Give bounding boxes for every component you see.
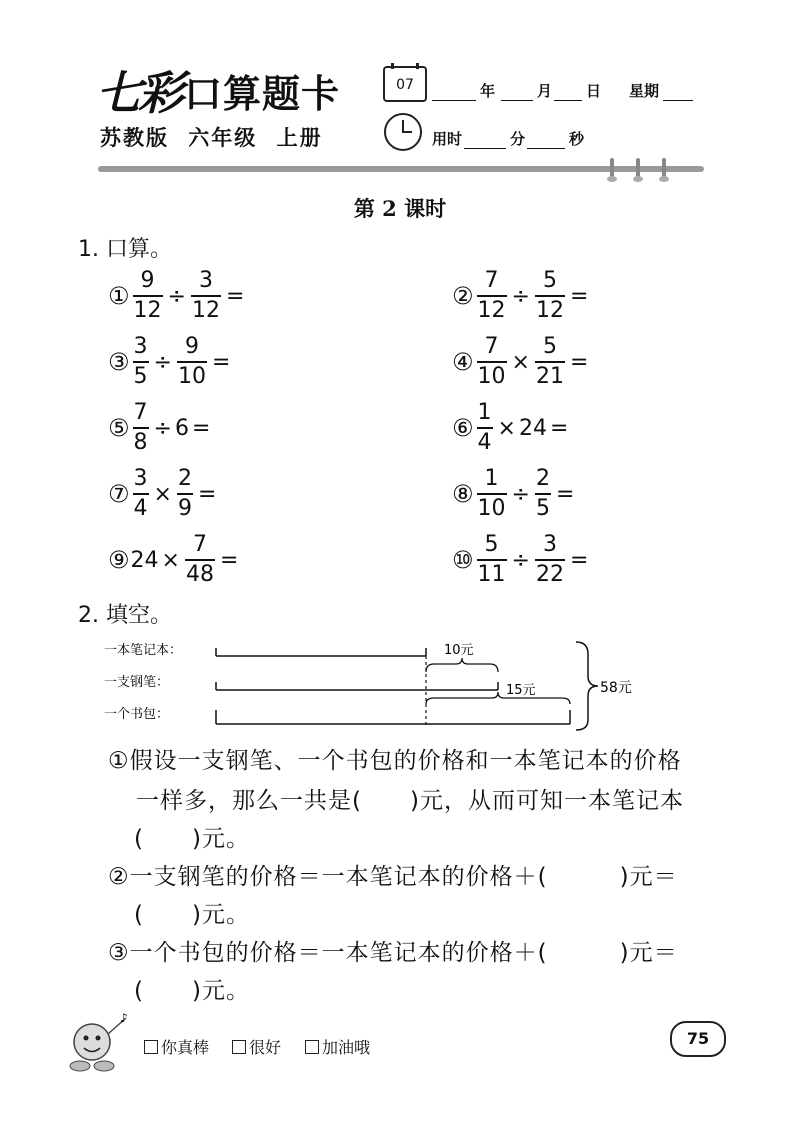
problem-number: ⑧ bbox=[452, 480, 474, 508]
q3-line1: ③一个书包的价格＝一本笔记本的价格＋( )元＝ bbox=[108, 940, 678, 966]
operator: ÷ bbox=[153, 349, 172, 375]
operator: ÷ bbox=[511, 481, 530, 507]
equals-sign: = bbox=[569, 547, 589, 573]
binder-ring bbox=[610, 158, 614, 180]
pen-label: 一支钢笔： bbox=[104, 675, 170, 690]
problem-number: ⑦ bbox=[108, 480, 130, 508]
operator: ÷ bbox=[511, 283, 530, 309]
equals-sign: = bbox=[219, 547, 239, 573]
checkbox[interactable] bbox=[232, 1040, 246, 1054]
fraction: $\frac{5}{12}$ bbox=[535, 268, 564, 323]
minutes-blank[interactable] bbox=[464, 134, 506, 149]
problem-1 bbox=[108, 268, 247, 324]
problem-5 bbox=[108, 400, 213, 456]
bag-segment bbox=[216, 710, 570, 724]
svg-text:♪: ♪ bbox=[120, 1011, 128, 1025]
operator: ÷ bbox=[511, 547, 530, 573]
operator: × bbox=[497, 415, 516, 441]
fraction: $\frac{3}{12}$ bbox=[191, 268, 220, 323]
notebook-segment bbox=[216, 648, 426, 656]
fraction: $\frac{2}{5}$ bbox=[535, 466, 550, 521]
fraction: $\frac{3}{5}$ bbox=[133, 334, 148, 389]
problem-number: ⑥ bbox=[452, 414, 474, 442]
checkbox[interactable] bbox=[144, 1040, 158, 1054]
equals-sign: = bbox=[191, 415, 211, 441]
segment-diagram bbox=[104, 636, 664, 736]
total-label: 58元 bbox=[600, 680, 632, 696]
equals-sign: = bbox=[225, 283, 245, 309]
fraction: $\frac{3}{22}$ bbox=[535, 532, 564, 587]
rating-try[interactable]: 加油哦 bbox=[305, 1035, 370, 1058]
brand bbox=[96, 62, 340, 118]
brand-logo: 七彩 bbox=[96, 66, 180, 120]
problem-number: ③ bbox=[108, 348, 130, 376]
q1-line1: ①假设一支钢笔、一个书包的价格和一本笔记本的价格 bbox=[108, 748, 682, 774]
operator: × bbox=[511, 349, 530, 375]
fraction: $\frac{1}{4}$ bbox=[477, 400, 492, 455]
date-row: 年 月 日 星期 bbox=[432, 80, 693, 101]
problem-number: ⑨ bbox=[108, 546, 130, 574]
section2-title: 2. 填空。 bbox=[78, 603, 172, 628]
bag-extra-label: 15元 bbox=[506, 683, 536, 698]
problem-4 bbox=[452, 334, 591, 390]
pen-segment bbox=[216, 682, 498, 690]
section1-title: 1. 口算。 bbox=[78, 237, 172, 262]
fraction: $\frac{1}{10}$ bbox=[477, 466, 506, 521]
page-number: 75 bbox=[670, 1021, 726, 1057]
brace-bag-extra bbox=[426, 692, 570, 704]
problem-9 bbox=[108, 532, 241, 588]
q2-line2: ( )元。 bbox=[134, 902, 250, 928]
operator: ÷ bbox=[167, 283, 186, 309]
fraction: $\frac{7}{48}$ bbox=[185, 532, 214, 587]
problem-8 bbox=[452, 466, 577, 522]
rating-good[interactable]: 你真棒 bbox=[144, 1035, 209, 1058]
operator: ÷ bbox=[153, 415, 172, 441]
problem-number: ⑩ bbox=[452, 546, 474, 574]
fraction: $\frac{3}{4}$ bbox=[133, 466, 148, 521]
fraction: $\frac{9}{10}$ bbox=[177, 334, 206, 389]
binder-ring bbox=[662, 158, 666, 180]
equals-sign: = bbox=[549, 415, 569, 441]
month-blank[interactable] bbox=[501, 86, 533, 101]
calendar-icon bbox=[383, 66, 427, 102]
fraction: $\frac{7}{10}$ bbox=[477, 334, 506, 389]
q3-line2: ( )元。 bbox=[134, 978, 250, 1004]
fraction: $\frac{9}{12}$ bbox=[133, 268, 162, 323]
integer: 24 bbox=[130, 547, 159, 573]
problem-number: ④ bbox=[452, 348, 474, 376]
brand-title: 口算题卡 bbox=[184, 71, 341, 116]
year-blank[interactable] bbox=[432, 86, 476, 101]
q1-line2: 一样多，那么一共是( )元，从而可知一本笔记本 bbox=[136, 788, 684, 814]
time-row: 用时 分 秒 bbox=[432, 130, 585, 148]
problem-7 bbox=[108, 466, 219, 522]
binder-ring bbox=[636, 158, 640, 180]
day-blank[interactable] bbox=[554, 86, 582, 101]
integer: 24 bbox=[518, 415, 547, 441]
lesson-title: 第 2 课时 bbox=[353, 196, 447, 221]
problem-3 bbox=[108, 334, 233, 390]
seconds-blank[interactable] bbox=[527, 134, 565, 149]
clock-icon bbox=[384, 113, 422, 151]
pen-extra-label: 10元 bbox=[444, 643, 474, 658]
rating-ok[interactable]: 很好 bbox=[232, 1035, 281, 1058]
problem-2 bbox=[452, 268, 591, 324]
problem-number: ② bbox=[452, 282, 474, 310]
problem-6 bbox=[452, 400, 571, 456]
problem-number: ⑤ bbox=[108, 414, 130, 442]
calendar-day: 07 bbox=[396, 77, 414, 93]
q1-line3: ( )元。 bbox=[134, 826, 250, 852]
problem-10 bbox=[452, 532, 591, 588]
equals-sign: = bbox=[555, 481, 575, 507]
equals-sign: = bbox=[569, 349, 589, 375]
checkbox[interactable] bbox=[305, 1040, 319, 1054]
integer: 6 bbox=[174, 415, 189, 441]
fraction: $\frac{5}{11}$ bbox=[477, 532, 506, 587]
problem-number: ① bbox=[108, 282, 130, 310]
equals-sign: = bbox=[211, 349, 231, 375]
weekday-blank[interactable] bbox=[663, 86, 693, 101]
fraction: $\frac{2}{9}$ bbox=[177, 466, 192, 521]
operator: × bbox=[161, 547, 180, 573]
q2-line1: ②一支钢笔的价格＝一本笔记本的价格＋( )元＝ bbox=[108, 864, 678, 890]
equals-sign: = bbox=[197, 481, 217, 507]
operator: × bbox=[153, 481, 172, 507]
fraction: $\frac{7}{12}$ bbox=[477, 268, 506, 323]
edition-label: 苏教版 六年级 上册 bbox=[100, 126, 323, 150]
bag-label: 一个书包： bbox=[104, 707, 170, 722]
fraction: $\frac{5}{21}$ bbox=[535, 334, 564, 389]
mascot-icon bbox=[62, 1010, 140, 1078]
total-brace bbox=[576, 642, 598, 730]
brace-pen-extra bbox=[426, 658, 498, 672]
notebook-label: 一本笔记本： bbox=[104, 643, 183, 658]
equals-sign: = bbox=[569, 283, 589, 309]
fraction: $\frac{7}{8}$ bbox=[133, 400, 148, 455]
